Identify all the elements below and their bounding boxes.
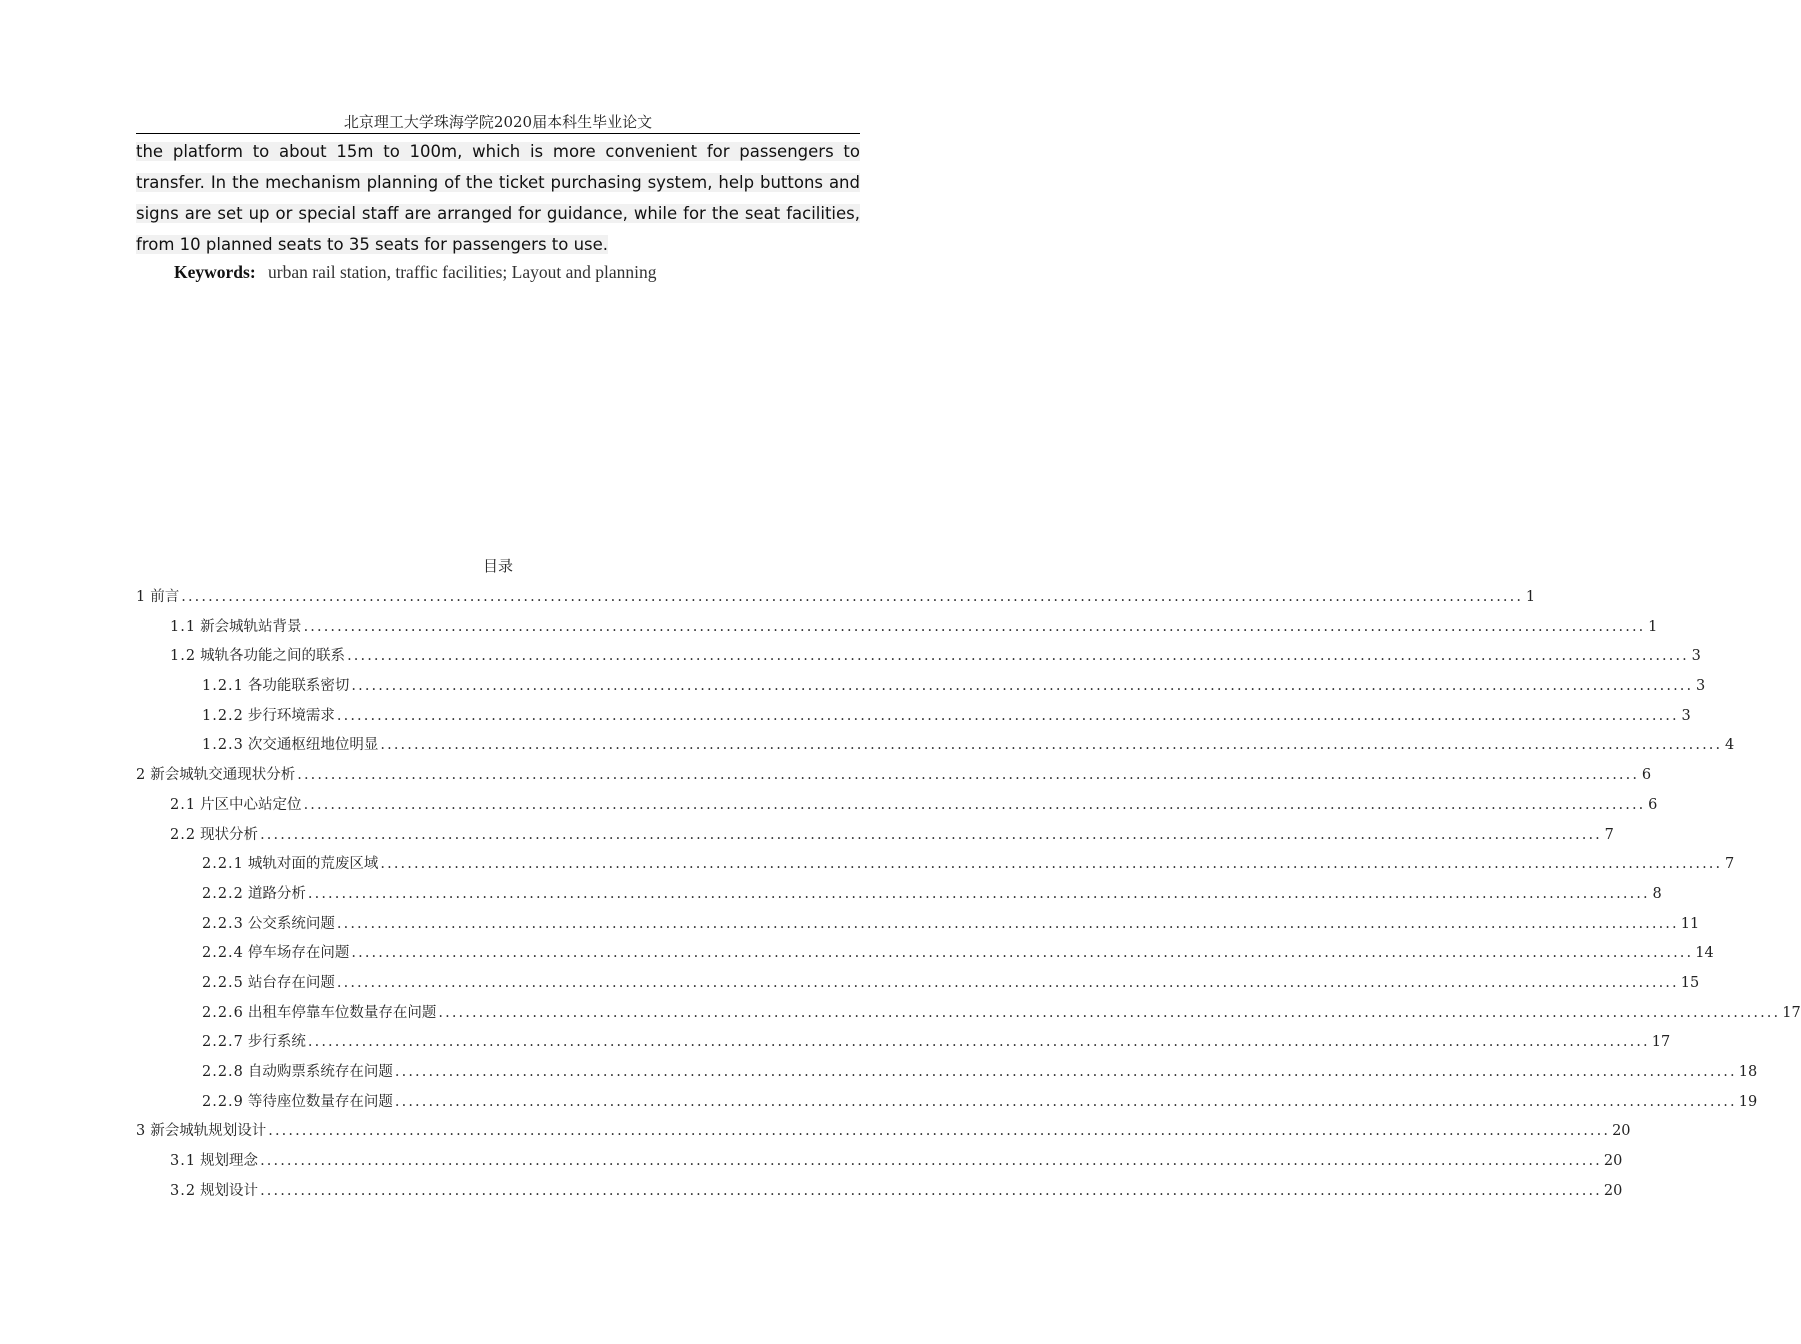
toc-entry-label: 各功能联系密切 xyxy=(247,678,350,695)
toc-entry-label: 现状分析 xyxy=(200,826,259,843)
toc-entry-page: 17 xyxy=(1651,1034,1671,1051)
toc-entry-page: 18 xyxy=(1738,1064,1758,1080)
toc-entry-number: 2.2.9 xyxy=(202,1093,244,1110)
toc-entry[interactable] xyxy=(136,586,1536,616)
toc-dot-leader: ........................................................................................................................................................................................................ xyxy=(394,1093,1737,1110)
toc-entry[interactable] xyxy=(136,824,1614,854)
toc-entry-label: 次交通枢纽地位明显 xyxy=(247,737,379,754)
keywords-label: Keywords: xyxy=(174,262,256,282)
toc-dot-leader: ........................................................................................................................................................................................................ xyxy=(336,915,1679,932)
toc-entry-label: 等待座位数量存在问题 xyxy=(247,1093,393,1110)
toc-entry-page: 17 xyxy=(1782,1004,1801,1021)
toc-entry-number: 1.2.2 xyxy=(202,707,244,724)
toc-entry-page: 7 xyxy=(1604,826,1614,843)
toc-dot-leader: ........................................................................................................................................................................................................ xyxy=(260,1182,1602,1199)
toc-entry-number: 2.2.8 xyxy=(202,1064,244,1080)
toc-dot-leader: ........................................................................................................................................................................................................ xyxy=(351,678,1694,695)
toc-entry-page: 1 xyxy=(1648,618,1658,635)
toc-entry[interactable] xyxy=(136,794,1658,824)
toc-entry[interactable] xyxy=(136,1150,1623,1180)
toc-entry[interactable] xyxy=(136,972,1700,1002)
toc-entry-page: 20 xyxy=(1603,1182,1623,1199)
toc-entry-label: 新会城轨交通现状分析 xyxy=(150,767,296,784)
toc-entry-label: 步行系统 xyxy=(247,1034,306,1051)
toc-entry-number: 2.2.3 xyxy=(202,915,244,932)
toc-entry[interactable] xyxy=(136,645,1701,675)
toc-entry[interactable] xyxy=(136,616,1658,646)
toc-entry[interactable] xyxy=(136,1091,1758,1121)
toc-dot-leader: ........................................................................................................................................................................................................ xyxy=(307,1034,1650,1051)
toc-entry-label: 前言 xyxy=(150,589,180,605)
table-of-contents xyxy=(136,586,1801,1209)
toc-dot-leader: ........................................................................................................................................................................................................ xyxy=(438,1004,1781,1021)
toc-entry-number: 2 xyxy=(136,767,147,784)
toc-dot-leader: ........................................................................................................................................................................................................ xyxy=(347,648,1689,665)
toc-entry-label: 道路分析 xyxy=(247,885,306,902)
toc-entry-label: 城轨各功能之间的联系 xyxy=(200,648,346,665)
toc-dot-leader: ........................................................................................................................................................................................................ xyxy=(307,885,1650,902)
toc-entry-label: 规划设计 xyxy=(200,1182,259,1199)
toc-entry[interactable] xyxy=(136,853,1735,883)
toc-entry[interactable] xyxy=(136,1061,1758,1091)
toc-entry-page: 3 xyxy=(1681,707,1691,724)
toc-entry[interactable] xyxy=(136,705,1691,735)
toc-entry-number: 1.2.1 xyxy=(202,678,244,695)
toc-entry[interactable] xyxy=(136,1180,1623,1210)
toc-dot-leader: ........................................................................................................................................................................................................ xyxy=(380,856,1723,873)
toc-entry[interactable] xyxy=(136,942,1714,972)
toc-entry-label: 新会城轨站背景 xyxy=(200,618,302,635)
toc-entry-label: 公交系统问题 xyxy=(247,915,335,932)
abstract-paragraph xyxy=(136,136,860,260)
toc-entry-page: 11 xyxy=(1680,915,1700,932)
toc-dot-leader: ........................................................................................................................................................................................................ xyxy=(181,589,1524,605)
toc-entry-number: 2.2.1 xyxy=(202,856,244,873)
toc-entry-label: 停车场存在问题 xyxy=(247,945,350,962)
toc-entry-label: 城轨对面的荒废区域 xyxy=(247,856,379,873)
toc-entry-label: 站台存在问题 xyxy=(247,974,335,991)
toc-entry[interactable] xyxy=(136,913,1700,943)
toc-entry-number: 2.1 xyxy=(170,796,197,813)
toc-entry-number: 1.1 xyxy=(170,618,197,635)
toc-dot-leader: ........................................................................................................................................................................................................ xyxy=(303,618,1646,635)
toc-dot-leader: ........................................................................................................................................................................................................ xyxy=(260,826,1602,843)
toc-entry-page: 3 xyxy=(1696,678,1706,695)
toc-entry-number: 3 xyxy=(136,1123,147,1140)
toc-dot-leader: ........................................................................................................................................................................................................ xyxy=(394,1064,1737,1080)
toc-dot-leader: ........................................................................................................................................................................................................ xyxy=(336,707,1679,724)
keywords-text: urban rail station, traffic facilities; Layout and planning xyxy=(268,262,657,282)
toc-entry-label: 出租车停靠车位数量存在问题 xyxy=(247,1004,437,1021)
toc-entry-page: 8 xyxy=(1652,885,1662,902)
toc-entry-number: 2.2 xyxy=(170,826,197,843)
toc-entry-number: 1 xyxy=(136,589,147,605)
abstract-text: the platform to about 15m to 100m, which is more convenient for passengers to transfer. In the mechanism planning of the ticket purchasing system, help buttons and signs are set up or special staff are arranged for guidance, while for the seat facilities, from 10 planned seats to 35 seats for passengers to use. xyxy=(136,142,860,254)
toc-entry-page: 6 xyxy=(1648,796,1658,813)
toc-entry-page: 6 xyxy=(1641,767,1652,784)
toc-dot-leader: ........................................................................................................................................................................................................ xyxy=(297,767,1640,784)
toc-entry-label: 片区中心站定位 xyxy=(200,796,302,813)
toc-entry-label: 新会城轨规划设计 xyxy=(150,1123,267,1140)
toc-entry-page: 3 xyxy=(1691,648,1701,665)
keywords-line xyxy=(174,260,860,284)
toc-entry-number: 2.2.5 xyxy=(202,974,244,991)
toc-entry-number: 3.2 xyxy=(170,1182,197,1199)
toc-title: 目录 xyxy=(482,557,513,575)
toc-entry-number: 1.2.3 xyxy=(202,737,244,754)
toc-dot-leader: ........................................................................................................................................................................................................ xyxy=(268,1123,1611,1140)
toc-entry-page: 20 xyxy=(1612,1123,1631,1140)
toc-entry-page: 4 xyxy=(1725,737,1735,754)
toc-entry-number: 2.2.4 xyxy=(202,945,244,962)
toc-entry-page: 19 xyxy=(1738,1093,1758,1110)
toc-entry[interactable] xyxy=(136,1002,1801,1032)
toc-entry[interactable] xyxy=(136,734,1735,764)
toc-entry[interactable] xyxy=(136,1031,1671,1061)
toc-entry[interactable] xyxy=(136,883,1662,913)
toc-entry-label: 自动购票系统存在问题 xyxy=(247,1064,393,1080)
toc-entry-number: 2.2.7 xyxy=(202,1034,244,1051)
toc-entry-label: 规划理念 xyxy=(200,1153,259,1170)
toc-entry[interactable] xyxy=(136,675,1706,705)
toc-entry-page: 14 xyxy=(1695,945,1714,962)
header-rule xyxy=(136,133,860,134)
toc-entry-label: 步行环境需求 xyxy=(247,707,335,724)
toc-dot-leader: ........................................................................................................................................................................................................ xyxy=(336,974,1679,991)
toc-dot-leader: ........................................................................................................................................................................................................ xyxy=(380,737,1723,754)
toc-entry-page: 15 xyxy=(1680,974,1700,991)
toc-entry-number: 2.2.6 xyxy=(202,1004,244,1021)
toc-dot-leader: ........................................................................................................................................................................................................ xyxy=(351,945,1694,962)
toc-entry[interactable] xyxy=(136,1120,1631,1150)
toc-entry-page: 20 xyxy=(1603,1153,1623,1170)
toc-dot-leader: ........................................................................................................................................................................................................ xyxy=(260,1153,1602,1170)
toc-dot-leader: ........................................................................................................................................................................................................ xyxy=(303,796,1646,813)
page-header: 北京理工大学珠海学院2020届本科生毕业论文 xyxy=(343,113,653,131)
toc-entry[interactable] xyxy=(136,764,1652,794)
toc-entry-page: 1 xyxy=(1525,589,1536,605)
toc-entry-page: 7 xyxy=(1725,856,1735,873)
toc-entry-number: 1.2 xyxy=(170,648,197,665)
toc-entry-number: 2.2.2 xyxy=(202,885,244,902)
toc-entry-number: 3.1 xyxy=(170,1153,197,1170)
